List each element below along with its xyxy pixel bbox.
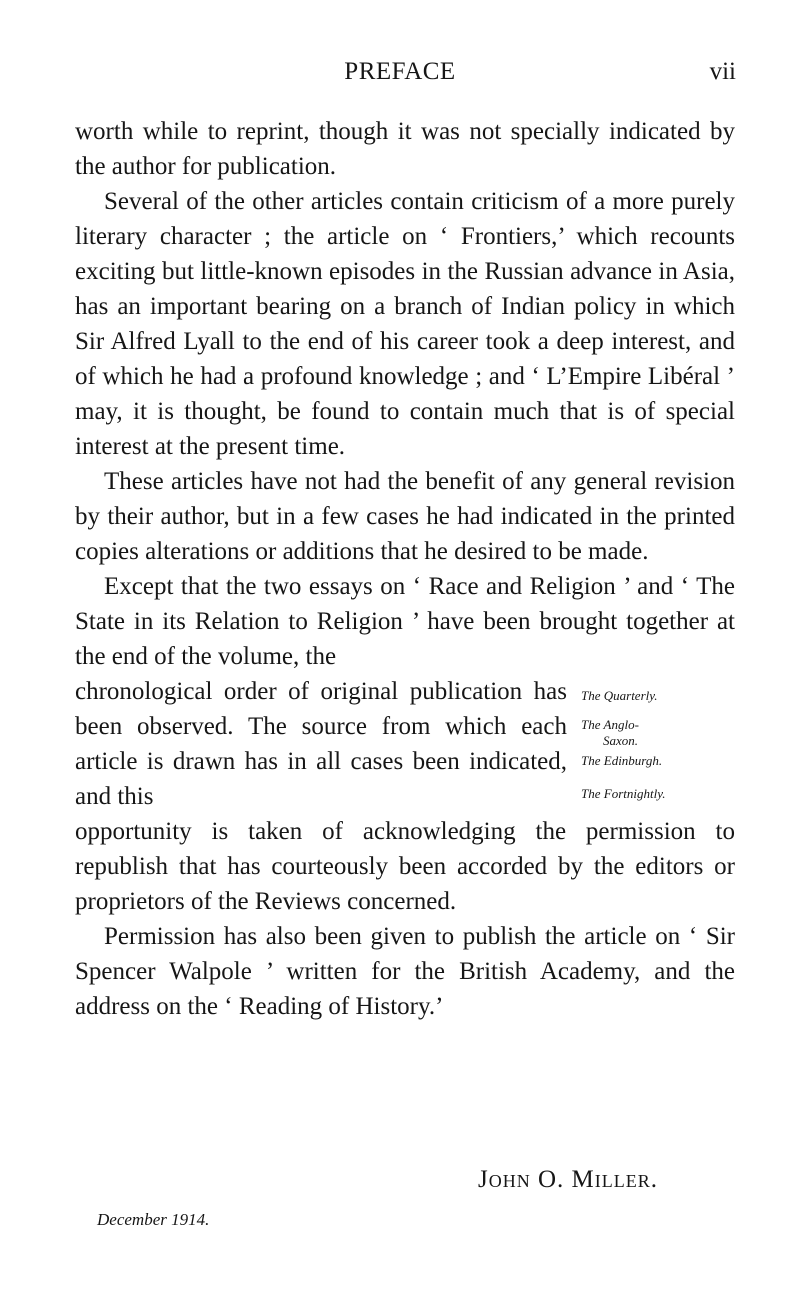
- sidenote-block: [75, 674, 735, 814]
- paragraph-3: These articles have not had the benefit of any general revision by their author, but in a few cases he had indicated in the printed copies alterations or additions that he desired to be made.: [75, 468, 735, 565]
- sidenote-anglo: The Anglo-: [581, 717, 639, 732]
- signature: John O. Miller.: [478, 1166, 658, 1193]
- running-head: [0, 58, 800, 92]
- paragraph-4-with-sidenotes: chronological order of original publication has been observed. The source from which each article is drawn has in all cases been indicated, and this: [75, 678, 567, 810]
- body-text: [75, 114, 735, 1024]
- sidenote-saxon: Saxon.: [603, 733, 639, 748]
- paragraph-4-closing: opportunity is taken of acknowledging the permission to republish that has courteously been accorded by the editors or proprietors of the Reviews concerned.: [75, 818, 735, 915]
- sidenote-quarterly: The Quarterly.: [581, 688, 658, 703]
- paragraph-4-opening: Except that the two essays on ‘ Race and Religion ’ and ‘ The State in its Relation to Religion ’ have been brought together at the end of the volume, the: [75, 573, 735, 670]
- date-line: December 1914.: [97, 1210, 210, 1229]
- sidenote-fortnightly: The Fortnightly.: [581, 786, 666, 801]
- paragraph-1: worth while to reprint, though it was not specially indicated by the author for publication.: [75, 118, 735, 180]
- paragraph-2: Several of the other articles contain criticism of a more purely literary character ; the article on ‘ Frontiers,’ which recounts exciting but little-known episodes in the Russian advance in Asia, has an important bearing on a branch of Indian policy in which Sir Alfred Lyall to the end of his career took a deep interest, and of which he had a profound knowledge ; and ‘ L’Empire Libéral ’ may, it is thought, be found to contain much that is of special interest at the present time.: [75, 188, 735, 460]
- sidenote-edinburgh: The Edinburgh.: [581, 753, 663, 768]
- running-title: PREFACE: [344, 58, 456, 85]
- paragraph-5: Permission has also been given to publish the article on ‘ Sir Spencer Walpole ’ written for the British Academy, and the address on the ‘ Reading of History.’: [75, 923, 735, 1020]
- page-number: vii: [709, 58, 736, 85]
